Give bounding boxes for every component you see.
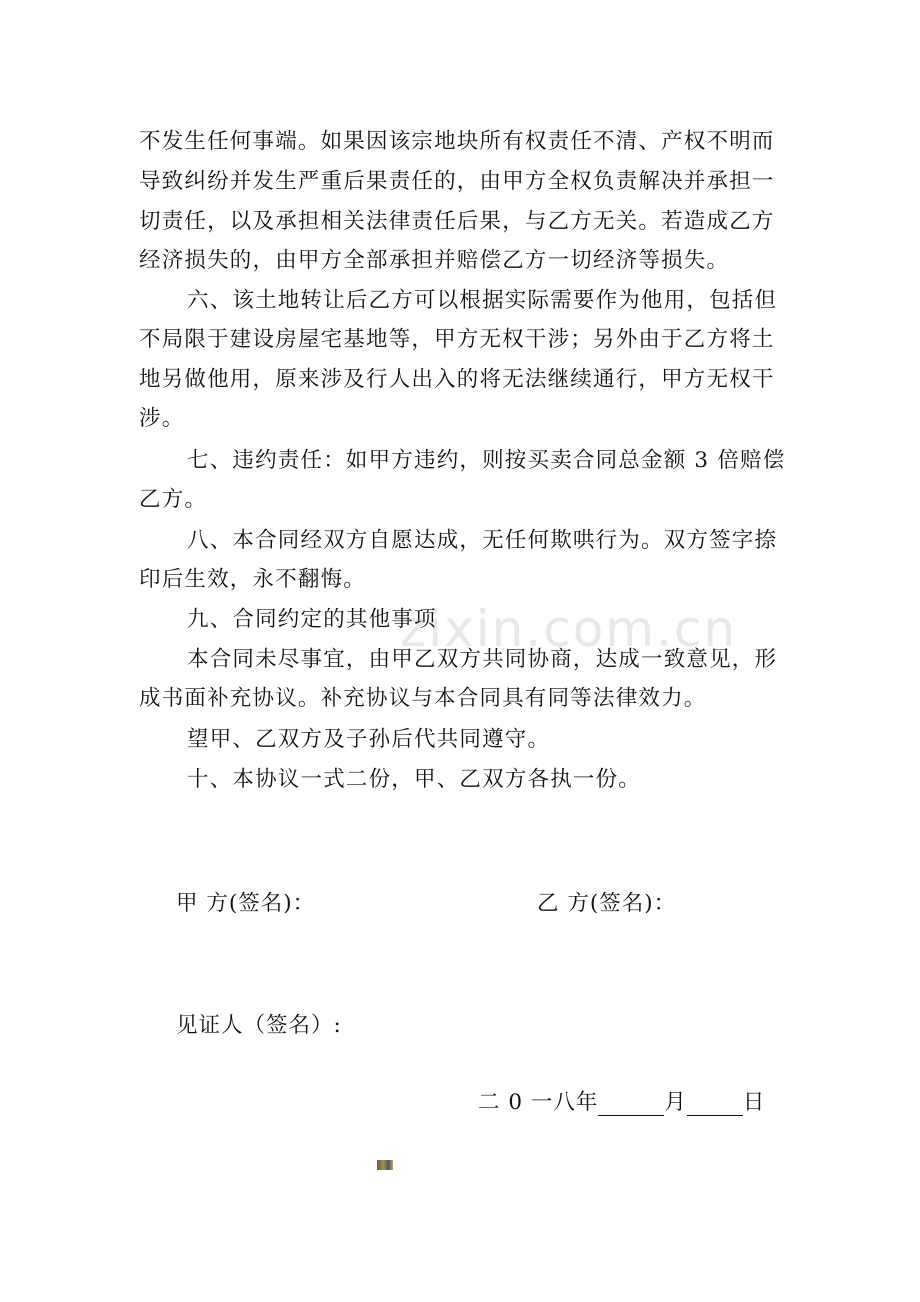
paragraph-line: 印后生效，永不翻悔。 xyxy=(139,567,367,592)
month-blank xyxy=(598,1089,664,1116)
clause-10-line: 十、本协议一式二份，甲、乙双方各执一份。 xyxy=(187,767,642,792)
paragraph-line: 涉。 xyxy=(139,406,185,431)
clause-9-line: 九、合同约定的其他事项 xyxy=(187,607,437,632)
party-b-signature-label: 乙 方(签名)： xyxy=(537,891,677,916)
clause-6-line: 六、该土地转让后乙方可以根据实际需要作为他用，包括但 xyxy=(187,288,778,313)
paragraph-line: 切责任，以及承担相关法律责任后果，与乙方无关。若造成乙方 xyxy=(139,209,775,234)
date-month-label: 月 xyxy=(664,1090,687,1115)
witness-signature-label: 见证人（签名）: xyxy=(176,1013,342,1038)
party-a-signature-label: 甲 方(签名)： xyxy=(176,891,316,916)
date-year: 二 0 一八年 xyxy=(478,1090,599,1115)
clause-8-line: 八、本合同经双方自愿达成，无任何欺哄行为。双方签字捺 xyxy=(187,528,778,553)
date-line xyxy=(478,1085,765,1116)
paragraph-line: 不局限于建设房屋宅基地等，甲方无权干涉；另外由于乙方将土 xyxy=(139,327,775,352)
paragraph-line: 地另做他用，原来涉及行人出入的将无法继续通行，甲方无权干 xyxy=(139,367,775,392)
small-image-icon xyxy=(377,1160,393,1170)
paragraph-line: 经济损失的，由甲方全部承担并赔偿乙方一切经济等损失。 xyxy=(139,248,730,273)
paragraph-line: 不发生任何事端。如果因该宗地块所有权责任不清、产权不明而 xyxy=(139,129,775,154)
paragraph-line: 导致纠纷并发生严重后果责任的，由甲方全权负责解决并承担一 xyxy=(139,169,775,194)
paragraph-line: 乙方。 xyxy=(139,487,208,512)
paragraph-line: 本合同未尽事宜，由甲乙双方共同协商，达成一致意见，形 xyxy=(187,647,778,672)
paragraph-line: 望甲、乙双方及子孙后代共同遵守。 xyxy=(187,727,551,752)
date-day-label: 日 xyxy=(742,1090,766,1115)
paragraph-line: 成书面补充协议。补充协议与本合同具有同等法律效力。 xyxy=(139,686,707,711)
clause-7-line: 七、违约责任：如甲方违约，则按买卖合同总金额 3 倍赔偿 xyxy=(187,448,786,473)
day-blank xyxy=(687,1089,743,1116)
watermark: zixin.com.cn xyxy=(400,600,738,658)
